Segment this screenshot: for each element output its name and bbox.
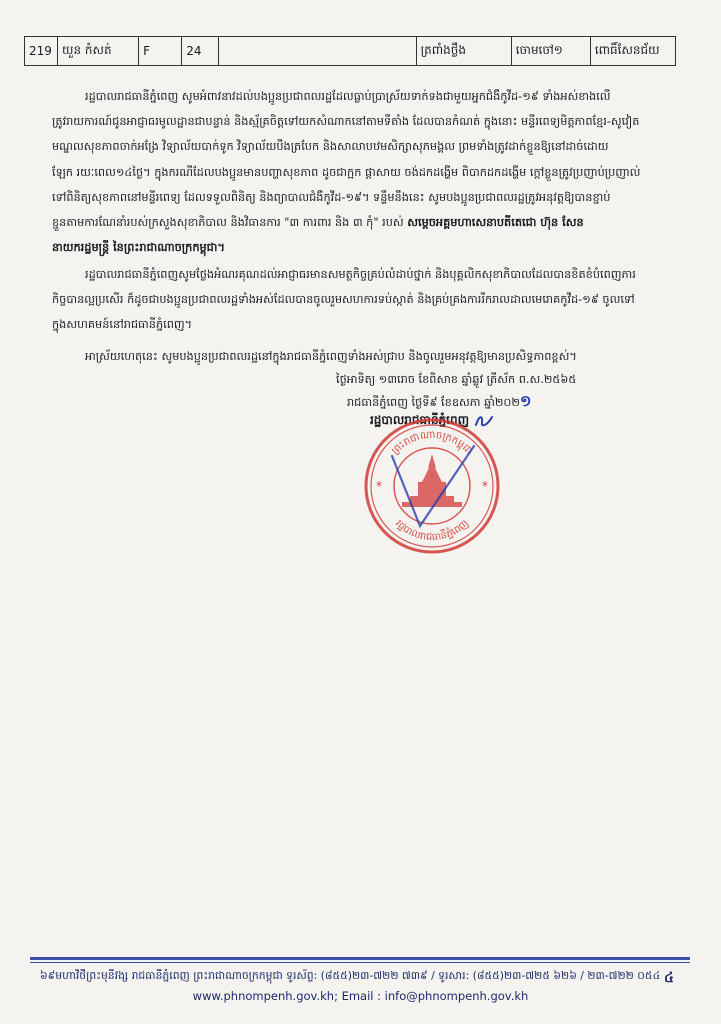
svg-text:*: * <box>376 479 382 493</box>
svg-text:ព្រះរាជាណាចក្រកម្ពុជា <box>390 430 474 457</box>
paragraph-line: ខ្ជួនតាមការណែនាំរបស់ក្រសួងសុខាភិបាល និងវិធានការ "៣ ការពារ និង ៣ កុំ" របស់ <box>52 216 408 230</box>
handwritten-year: ១ <box>519 392 532 410</box>
cell-village: ត្រពាំងថ្លឹង <box>416 37 511 66</box>
cell-sex: F <box>139 37 182 66</box>
pm-title-bold: នាយករដ្ឋមន្ត្រី នៃព្រះរាជាណាចក្រកម្ពុជា។ <box>52 241 225 255</box>
footer-rule-thin <box>30 962 690 963</box>
closing-paragraph: អាស្រ័យហេតុនេះ សូមបងប្អូនប្រជាពលរដ្ឋនៅក្នុងរាជធានីភ្នំពេញទាំងអស់ជ្រាប និងចូលរួមអនុវត្តឱ្យមានប្រសិទ្ធភាពខ្ពស់។ <box>85 350 577 363</box>
paragraph-line: ត្រូវរាយការណ៍ជូនអាជ្ញាធរមូលដ្ឋានជាបន្ទាន់ និងស្ម័គ្រចិត្តទៅយកសំណាកនៅតាមទីតាំង ដែលបានកំណត់ ក្នុងនោះ មន្ទីរពេទ្យមិត្តភាពខ្មែរ-សូវៀត <box>52 115 640 129</box>
footer-rule <box>30 957 690 960</box>
table-row <box>25 37 676 66</box>
svg-text:រដ្ឋបាលរាជធានីភ្នំពេញ <box>393 518 471 543</box>
paragraph-line-bold <box>52 235 680 260</box>
paragraph-line: កិច្ចបានល្អប្រសើរ ក៏ដូចជាបងប្អូនប្រជាពលរដ្ឋទាំងអស់ដែលបានចូលរួមសហការទប់ស្កាត់ និងគ្រប់គ្រងការរីករាលដាលមេរោគកូវីដ-១៩ ចូលទៅ <box>52 293 635 307</box>
paragraph-line-mixed <box>52 210 680 235</box>
footer-address: ៦៩មហាវិថីព្រះមុនីវង្ស រាជធានីភ្នំពេញ ព្រះរាជាណាចក្រកម្ពុជា ទូរស័ព្ទ: (៨៥៥)២៣-៧២២ ៧៣៩ / ទូរសារ: (៨៥៥)២៣-៧២៥ ៦២៦ / ២៣-៧២២ ០៥៤ <box>40 969 661 982</box>
paragraph-line: រដ្ឋបាលរាជធានីភ្នំពេញ សូមអំពាវនាវដល់បងប្អូនប្រជាពលរដ្ឋដែលធ្លាប់ប្រាស្រ័យទាក់ទងជាមួយអ្នកជំងឺកូវីដ-១៩ ទាំងអស់ខាងលើ <box>85 90 611 103</box>
place-date <box>347 392 531 414</box>
svg-text:*: * <box>482 479 488 493</box>
lunar-date: ថ្ងៃអាទិត្យ ១៣រោច ខែពិសាខ ឆ្នាំឆ្លូវ ត្រីស័ក ព.ស.២៥៦៥ <box>336 373 577 386</box>
cell-commune: ចោមចៅ១ <box>511 37 590 66</box>
signatory-text: រដ្ឋបាលរាជធានីភ្នំពេញ <box>370 413 470 427</box>
paragraph-line: រដ្ឋបាលរាជធានីភ្នំពេញសូមថ្លែងអំណរគុណដល់អាជ្ញាធរមានសមត្ថកិច្ចគ្រប់លំដាប់ថ្នាក់ និងបុគ្គលិកសុខាភិបាលដែលបានខិតខំបំពេញភារ <box>85 268 636 281</box>
patient-table-row <box>24 36 676 66</box>
cell-district: ពោធិ៍សែនជ័យ <box>590 37 675 66</box>
paragraph-line: ក្នុងសហគមន៍នៅរាជធានីភ្នំពេញ។ <box>52 318 193 332</box>
page-number: ៤ <box>664 970 674 986</box>
thanks-paragraph <box>52 262 680 338</box>
cell-blank <box>219 37 416 66</box>
paragraph-line: មណ្ឌលសុខភាពចាក់អង្រែ វិទ្យាល័យបាក់ទូក វិទ្យាល័យបឹងត្របែក និងសាលាបឋមសិក្សាសុភមង្គល ព្រមទាំងត្រូវដាក់ខ្លួនឱ្យនៅដាច់ដោយ <box>52 140 609 154</box>
place-date-text: រាជធានីភ្នំពេញ ថ្ងៃទី៩ ខែឧសភា ឆ្នាំ២០២ <box>347 396 520 409</box>
footer-web-email: www.phnompenh.gov.kh; Email : info@phnompenh.gov.kh <box>192 989 529 1003</box>
cell-no: 219 <box>25 37 58 66</box>
seal-stamp-icon <box>362 416 502 556</box>
cell-age: 24 <box>182 37 219 66</box>
seal-top-text: ព្រះរាជាណាចក្រកម្ពុជា <box>389 429 475 457</box>
pm-name-bold: សម្តេចអគ្គមហាសេនាបតីតេជោ ហ៊ុន សែន <box>407 216 584 230</box>
official-seal <box>362 416 502 556</box>
cell-name: យួន កំសត់ <box>58 37 139 66</box>
paragraph-line: ទៅពិនិត្យសុខភាពនៅមន្ទីរពេទ្យ ដែលទទួលពិនិត្យ និងព្យាបាលជំងឺកូវីដ-១៩។ ទន្ទឹមនឹងនេះ សូមបងប្អូនប្រជាពលរដ្ឋត្រូវអនុវត្តឱ្យបានខ្ជាប់ <box>52 190 611 204</box>
paragraph-line: ឡែក រយៈពេល១៤ថ្ងៃ។ ក្នុងករណីដែលបងប្អូនមានបញ្ហាសុខភាព ដូចជាក្អក ផ្តាសាយ ចង់ដកដង្ហើម ពិបាកដកដង្ហើម ក្តៅខ្លួនត្រូវប្រញាប់ប្រញាល់ <box>52 165 641 179</box>
appeal-paragraph <box>52 84 680 260</box>
seal-bottom-text: រដ្ឋបាលរាជធានីភ្នំពេញ <box>393 518 471 544</box>
